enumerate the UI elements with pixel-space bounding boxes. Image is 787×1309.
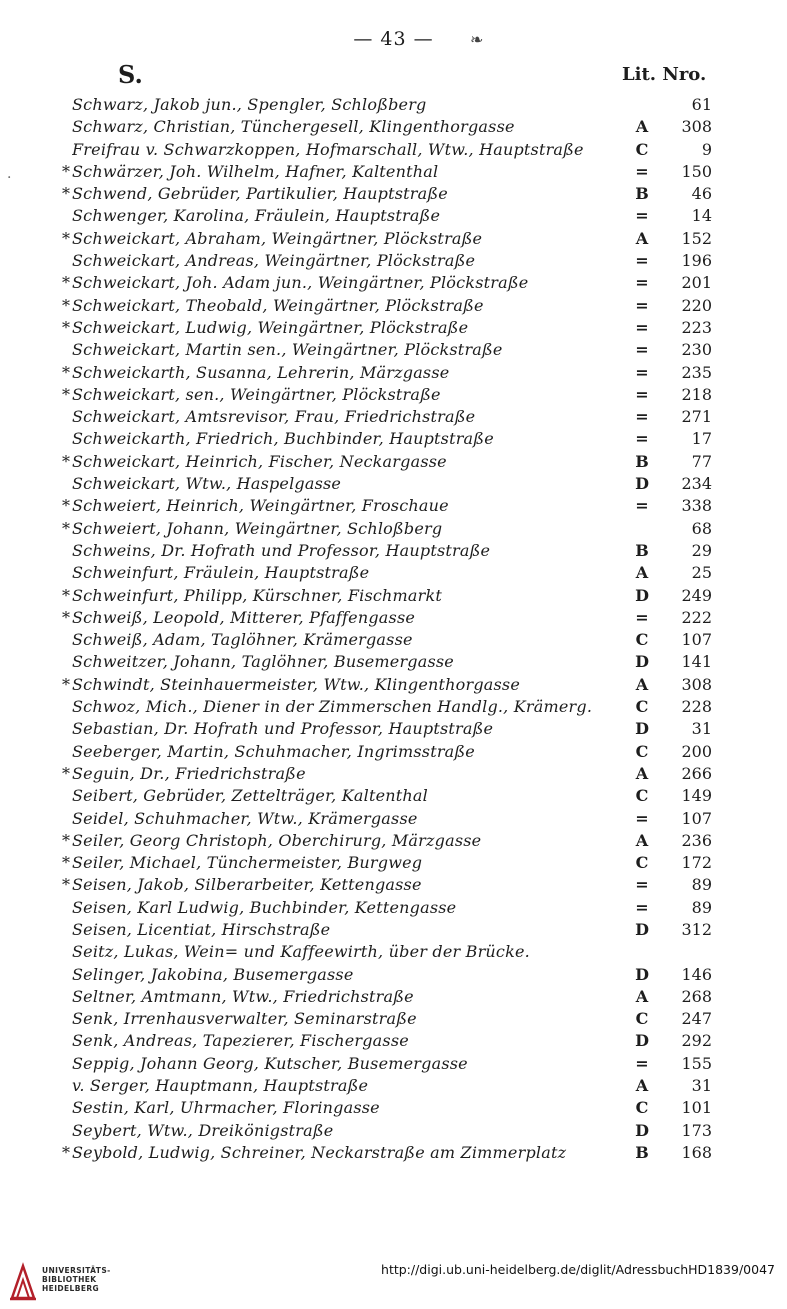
- entry-lit: C: [635, 786, 649, 806]
- entry-text: Seidel, Schuhmacher, Wtw., Krämergasse: [72, 808, 418, 828]
- entry-lit: D: [635, 652, 649, 672]
- list-item: [0, 428, 787, 450]
- entry-star-mark: *: [62, 830, 70, 850]
- entry-lit: =: [635, 808, 649, 828]
- list-item: [0, 451, 787, 473]
- entry-lit: A: [635, 763, 649, 783]
- entry-star-mark: *: [62, 295, 70, 315]
- ornament-icon: ❧: [470, 30, 484, 49]
- entry-number: 107: [681, 630, 712, 650]
- entry-star-mark: *: [62, 362, 70, 382]
- entry-star-mark: *: [62, 317, 70, 337]
- entry-text: Schweickart, Joh. Adam jun., Weingärtner, Plöckstraße: [72, 273, 529, 293]
- entry-number: 31: [691, 719, 712, 739]
- entry-text: Seiler, Georg Christoph, Oberchirurg, Märzgasse: [72, 830, 482, 850]
- entry-text: Schwarz, Jakob jun., Spengler, Schloßberg: [72, 95, 427, 114]
- entry-lit: D: [635, 1120, 649, 1140]
- list-item: [0, 674, 787, 696]
- entry-number: 308: [681, 674, 712, 694]
- entry-number: 172: [681, 853, 712, 873]
- entry-star-mark: *: [62, 607, 70, 627]
- list-item: [0, 116, 787, 138]
- library-name-line: HEIDELBERG: [42, 1284, 100, 1293]
- library-logo-icon: [8, 1262, 38, 1302]
- entry-text: Seguin, Dr., Friedrichstraße: [72, 763, 306, 783]
- list-item: [0, 1008, 787, 1030]
- entry-number: 292: [681, 1031, 712, 1051]
- list-item: [0, 741, 787, 763]
- list-item: [0, 540, 787, 562]
- library-name-line: BIBLIOTHEK: [42, 1275, 97, 1284]
- list-item: [0, 295, 787, 317]
- entry-lit: =: [635, 384, 649, 404]
- entry-number: 77: [691, 451, 712, 471]
- list-item: [0, 1075, 787, 1097]
- entry-text: Senk, Irrenhausverwalter, Seminarstraße: [72, 1009, 417, 1029]
- entry-text: Schweickart, Heinrich, Fischer, Neckargasse: [72, 451, 447, 471]
- entry-text: Schweickart, Wtw., Haspelgasse: [72, 474, 342, 494]
- list-item: [0, 1053, 787, 1075]
- list-item: [0, 585, 787, 607]
- entry-number: 235: [681, 362, 712, 382]
- list-item: [0, 317, 787, 339]
- entry-text: Schweickart, Ludwig, Weingärtner, Plöckstraße: [72, 317, 469, 337]
- entry-number: 173: [681, 1120, 712, 1140]
- list-item: [0, 607, 787, 629]
- entry-text: Seltner, Amtmann, Wtw., Friedrichstraße: [72, 986, 414, 1006]
- entry-lit: B: [635, 451, 649, 471]
- entry-number: 107: [681, 808, 712, 828]
- entry-lit: =: [635, 206, 649, 226]
- list-item: [0, 339, 787, 361]
- entry-number: 249: [681, 585, 712, 605]
- list-item: [0, 651, 787, 673]
- list-item: [0, 874, 787, 896]
- list-item: [0, 161, 787, 183]
- entry-text: Schweins, Dr. Hofrath und Professor, Hauptstraße: [72, 540, 491, 560]
- entry-text: Schweiert, Johann, Weingärtner, Schloßberg: [72, 518, 443, 538]
- entry-text: Schwindt, Steinhauermeister, Wtw., Klingenthorgasse: [72, 674, 520, 694]
- entry-number: 196: [681, 251, 712, 271]
- entry-text: Schweickart, Abraham, Weingärtner, Plöckstraße: [72, 228, 483, 248]
- library-name: [42, 1266, 111, 1293]
- entry-text: Schweickart, Martin sen., Weingärtner, Plöckstraße: [72, 340, 503, 360]
- entry-number: 201: [681, 273, 712, 293]
- entry-number: 152: [681, 228, 712, 248]
- entry-number: 101: [681, 1098, 712, 1118]
- list-item: [0, 384, 787, 406]
- entry-text: Schweiert, Heinrich, Weingärtner, Froschaue: [72, 496, 449, 516]
- entry-text: Senk, Andreas, Tapezierer, Fischergasse: [72, 1031, 409, 1051]
- entry-text: Schweickart, sen., Weingärtner, Plöckstraße: [72, 384, 441, 404]
- entry-text: Seybert, Wtw., Dreikönigstraße: [72, 1120, 334, 1140]
- entry-text: Selinger, Jakobina, Busemergasse: [72, 964, 354, 984]
- entry-star-mark: *: [62, 518, 70, 538]
- entry-number: 31: [691, 1076, 712, 1096]
- entry-text: Seisen, Jakob, Silberarbeiter, Kettengasse: [72, 875, 422, 895]
- entry-number: 308: [681, 117, 712, 137]
- column-headings: [622, 64, 722, 85]
- list-item: [0, 785, 787, 807]
- entry-text: Seibert, Gebrüder, Zettelträger, Kaltenthal: [72, 786, 428, 806]
- list-item: [0, 718, 787, 740]
- entry-text: Schwend, Gebrüder, Partikulier, Hauptstraße: [72, 184, 448, 204]
- entry-number: 218: [681, 384, 712, 404]
- entry-lit: =: [635, 407, 649, 427]
- entry-number: 9: [701, 139, 712, 159]
- entry-star-mark: *: [62, 451, 70, 471]
- entry-lit: A: [635, 674, 649, 694]
- entry-lit: =: [635, 362, 649, 382]
- page-number: — 43 —: [353, 28, 434, 50]
- entry-text: Schweinfurt, Fräulein, Hauptstraße: [72, 563, 370, 583]
- entry-number: 68: [691, 518, 712, 538]
- section-letter: S.: [118, 60, 143, 89]
- list-item: [0, 183, 787, 205]
- entry-lit: A: [635, 228, 649, 248]
- entry-number: 200: [681, 741, 712, 761]
- entry-lit: A: [635, 117, 649, 137]
- entry-text: Schweitzer, Johann, Taglöhner, Busemergasse: [72, 652, 454, 672]
- entry-lit: B: [635, 184, 649, 204]
- list-item: [0, 406, 787, 428]
- entry-text: Schweickart, Amtsrevisor, Frau, Friedrichstraße: [72, 407, 476, 427]
- entry-number: 266: [681, 763, 712, 783]
- entry-number: 61: [691, 95, 712, 114]
- entry-text: Schweinfurt, Philipp, Kürschner, Fischmarkt: [72, 585, 443, 605]
- entry-lit: D: [635, 1031, 649, 1051]
- entry-text: Schwenger, Karolina, Fräulein, Hauptstraße: [72, 206, 441, 226]
- list-item: [0, 228, 787, 250]
- list-item: [0, 1120, 787, 1142]
- entry-star-mark: *: [62, 228, 70, 248]
- list-item: [0, 1142, 787, 1164]
- entry-lit: C: [635, 741, 649, 761]
- entry-lit: D: [635, 719, 649, 739]
- entry-star-mark: *: [62, 585, 70, 605]
- entry-star-mark: *: [62, 273, 70, 293]
- entry-number: 312: [681, 919, 712, 939]
- entry-lit: D: [635, 474, 649, 494]
- entry-star-mark: *: [62, 853, 70, 873]
- list-item: [0, 808, 787, 830]
- list-item: [0, 1030, 787, 1052]
- entry-lit: D: [635, 585, 649, 605]
- entry-number: 268: [681, 986, 712, 1006]
- entry-text: Schweickart, Andreas, Weingärtner, Plöckstraße: [72, 251, 476, 271]
- entry-number: 46: [691, 184, 712, 204]
- entry-star-mark: *: [62, 674, 70, 694]
- entry-lit: =: [635, 875, 649, 895]
- list-item: [0, 1097, 787, 1119]
- entry-text: Schwoz, Mich., Diener in der Zimmerschen Handlg., Krämerg.: [72, 697, 593, 717]
- entry-lit: A: [635, 563, 649, 583]
- entry-number: 338: [681, 496, 712, 516]
- column-heading-lit: Lit.: [622, 64, 657, 85]
- entry-number: 236: [681, 830, 712, 850]
- list-item: [0, 139, 787, 161]
- entry-lit: D: [635, 964, 649, 984]
- list-item: [0, 852, 787, 874]
- entry-star-mark: *: [62, 875, 70, 895]
- entry-lit: C: [635, 1009, 649, 1029]
- entry-lit: =: [635, 295, 649, 315]
- entry-text: v. Serger, Hauptmann, Hauptstraße: [72, 1076, 369, 1096]
- library-name-line: UNIVERSITÄTS-: [42, 1266, 111, 1275]
- entry-star-mark: *: [62, 1142, 70, 1162]
- entry-star-mark: *: [62, 384, 70, 404]
- source-url-link[interactable]: http://digi.ub.uni-heidelberg.de/diglit/AdressbuchHD1839/0047: [381, 1262, 775, 1277]
- entry-number: 234: [681, 474, 712, 494]
- entry-lit: =: [635, 607, 649, 627]
- column-heading-nro: Nro.: [662, 64, 707, 85]
- entry-text: Schweickarth, Friedrich, Buchbinder, Hauptstraße: [72, 429, 494, 449]
- list-item: [0, 964, 787, 986]
- entry-text: Schweickart, Theobald, Weingärtner, Plöckstraße: [72, 295, 484, 315]
- entry-lit: A: [635, 830, 649, 850]
- entry-lit: =: [635, 340, 649, 360]
- entry-text: Seisen, Licentiat, Hirschstraße: [72, 919, 331, 939]
- entry-text: Sebastian, Dr. Hofrath und Professor, Hauptstraße: [72, 719, 494, 739]
- list-item: [0, 205, 787, 227]
- entry-number: 230: [681, 340, 712, 360]
- list-item: [0, 362, 787, 384]
- entry-star-mark: *: [62, 763, 70, 783]
- entry-number: 168: [681, 1142, 712, 1162]
- entry-lit: =: [635, 1053, 649, 1073]
- list-item: [0, 763, 787, 785]
- entry-number: 271: [681, 407, 712, 427]
- entry-number: 89: [691, 875, 712, 895]
- entry-text: Schweiß, Leopold, Mitterer, Pfaffengasse: [72, 607, 416, 627]
- list-item: [0, 941, 787, 963]
- entry-lit: =: [635, 273, 649, 293]
- list-item: [0, 518, 787, 540]
- list-item: [0, 272, 787, 294]
- entry-text: Schweiß, Adam, Taglöhner, Krämergasse: [72, 630, 413, 650]
- entry-number: 17: [691, 429, 712, 449]
- entry-number: 222: [681, 607, 712, 627]
- entry-lit: C: [635, 1098, 649, 1118]
- entry-lit: C: [635, 853, 649, 873]
- list-item: [0, 94, 787, 116]
- entry-number: 150: [681, 161, 712, 181]
- list-item: [0, 473, 787, 495]
- margin-mark: ·: [7, 170, 12, 186]
- directory-entries: [0, 94, 787, 1164]
- entry-star-mark: *: [62, 496, 70, 516]
- entry-star-mark: *: [62, 161, 70, 181]
- entry-star-mark: *: [62, 184, 70, 204]
- entry-lit: A: [635, 986, 649, 1006]
- entry-lit: B: [635, 540, 649, 560]
- list-item: [0, 629, 787, 651]
- list-item: [0, 696, 787, 718]
- entry-text: Seisen, Karl Ludwig, Buchbinder, Kettengasse: [72, 897, 457, 917]
- entry-number: 141: [681, 652, 712, 672]
- list-item: [0, 919, 787, 941]
- entry-text: Schwärzer, Joh. Wilhelm, Hafner, Kaltenthal: [72, 161, 439, 181]
- entry-lit: B: [635, 1142, 649, 1162]
- entry-text: Seppig, Johann Georg, Kutscher, Busemergasse: [72, 1053, 468, 1073]
- entry-number: 228: [681, 697, 712, 717]
- entry-number: 146: [681, 964, 712, 984]
- entry-lit: =: [635, 161, 649, 181]
- entry-lit: =: [635, 251, 649, 271]
- entry-text: Freifrau v. Schwarzkoppen, Hofmarschall, Wtw., Hauptstraße: [72, 139, 584, 159]
- list-item: [0, 562, 787, 584]
- entry-lit: C: [635, 697, 649, 717]
- entry-number: 155: [681, 1053, 712, 1073]
- entry-number: 29: [691, 540, 712, 560]
- entry-number: 223: [681, 317, 712, 337]
- entry-number: 247: [681, 1009, 712, 1029]
- entry-number: 220: [681, 295, 712, 315]
- list-item: [0, 495, 787, 517]
- entry-lit: C: [635, 139, 649, 159]
- entry-text: Schweickarth, Susanna, Lehrerin, Märzgasse: [72, 362, 450, 382]
- entry-text: Seybold, Ludwig, Schreiner, Neckarstraße am Zimmerplatz: [72, 1142, 567, 1162]
- entry-text: Seiler, Michael, Tünchermeister, Burgweg: [72, 853, 423, 873]
- list-item: [0, 250, 787, 272]
- entry-lit: A: [635, 1076, 649, 1096]
- entry-number: 149: [681, 786, 712, 806]
- entry-lit: =: [635, 317, 649, 337]
- entry-text: Sestin, Karl, Uhrmacher, Floringasse: [72, 1098, 380, 1118]
- entry-text: Seitz, Lukas, Wein= und Kaffeewirth, über der Brücke.: [72, 942, 530, 962]
- entry-lit: =: [635, 429, 649, 449]
- entry-lit: =: [635, 496, 649, 516]
- entry-lit: C: [635, 630, 649, 650]
- entry-text: Seeberger, Martin, Schuhmacher, Ingrimsstraße: [72, 741, 475, 761]
- list-item: [0, 897, 787, 919]
- entry-number: 25: [691, 563, 712, 583]
- entry-number: 89: [691, 897, 712, 917]
- entry-lit: =: [635, 897, 649, 917]
- entry-number: 14: [691, 206, 712, 226]
- entry-lit: D: [635, 919, 649, 939]
- list-item: [0, 986, 787, 1008]
- entry-text: Schwarz, Christian, Tünchergesell, Klingenthorgasse: [72, 117, 515, 137]
- list-item: [0, 830, 787, 852]
